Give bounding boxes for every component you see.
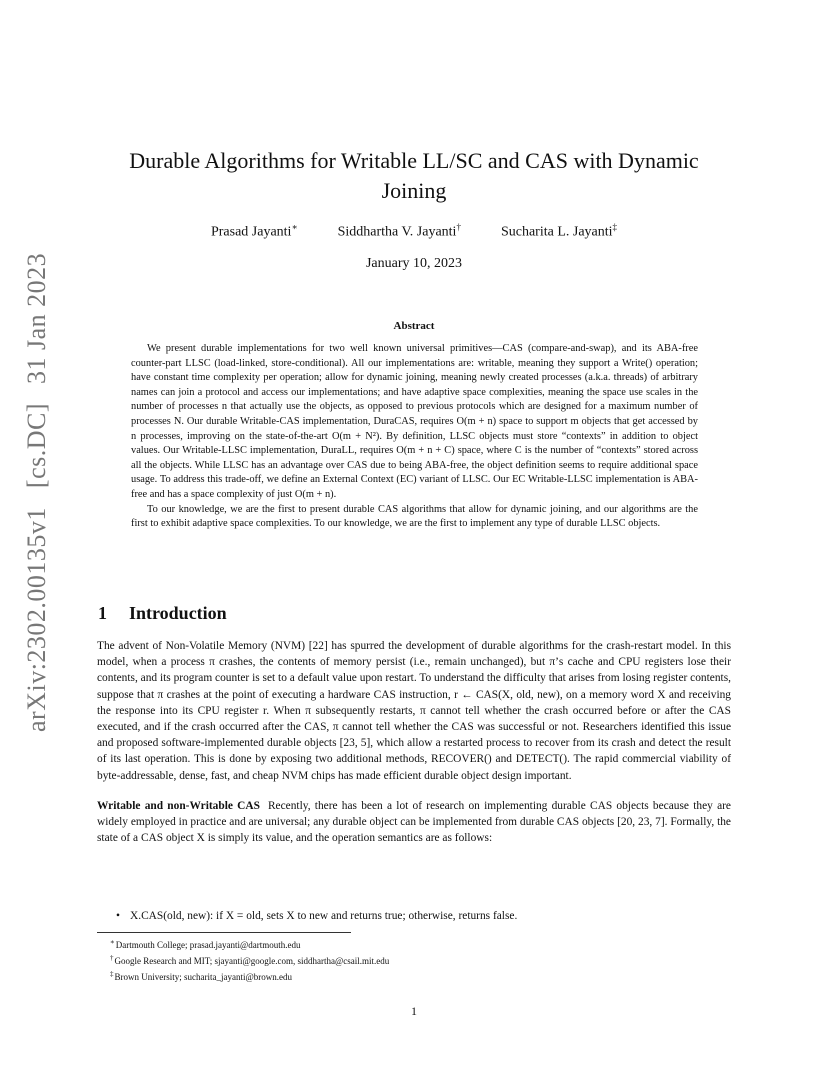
author: Siddhartha V. Jayanti†: [337, 222, 461, 240]
page-number: 1: [411, 1004, 417, 1018]
footnote: ∗Dartmouth College; prasad.jayanti@dartmouth.edu: [110, 938, 301, 950]
footnote: †Google Research and MIT; sjayanti@google.com, siddhartha@csail.mit.edu: [110, 954, 390, 966]
section-title: Introduction: [129, 603, 227, 623]
footnote-rule: [97, 932, 351, 933]
bullet-icon: •: [116, 910, 120, 922]
author: Prasad Jayanti∗: [210, 222, 298, 240]
footnotes: [110, 936, 389, 984]
paragraph-runin-heading: Writable and non-Writable CAS: [97, 799, 260, 812]
author: Sucharita L. Jayanti‡: [500, 222, 618, 240]
arxiv-id: arXiv:2302.00135v1: [22, 507, 51, 732]
arxiv-stamp: [14, 252, 60, 732]
paper-title: Durable Algorithms for Writable LL/SC and CAS with Dynamic Joining: [129, 148, 699, 203]
section-number: 1: [98, 603, 107, 623]
arxiv-category: [cs.DC]: [22, 402, 51, 489]
intro-body: [97, 638, 731, 860]
abstract-paragraph: To our knowledge, we are the first to present durable CAS algorithms that allow for dynamic joining, and our algorithms are the first to exhibit adaptive space complexities. To our knowledge, we are the first to implement any type of durable LLSC objects.: [131, 503, 698, 530]
author-list: [96, 222, 732, 241]
intro-paragraph: Writable and non-Writable CAS Recently, there has been a lot of research on implementing durable CAS objects because they are widely employed in practice and are universal; any durable object can be implemented from durable CAS objects [20, 23, 7]. Formally, the state of a CAS object X is simply its value, and the operation semantics are as follows:: [97, 799, 731, 845]
bullet-text: X.CAS(old, new): if X = old, sets X to new and returns true; otherwise, returns false.: [130, 910, 518, 922]
intro-paragraph: The advent of Non-Volatile Memory (NVM) [22] has spurred the development of durable algorithms for the crash-restart model. In this model, when a process π crashes, the contents of memory persist (i.e., remain unchanged), but π’s cache and CPU registers lose their contents, and its program counter is set to a default value upon restart. To understand the difficulty that arises from losing register contents, suppose that π crashes at the point of executing a hardware CAS instruction, r ← CAS(X, old, new), on a memory word X and receiving the response into its CPU register r. When π subsequently restarts, π cannot tell whether the crash occurred before or after the CAS executed, and if the crash occurred after the CAS, π cannot tell whether the CAS was successful or not. Researchers identified this issue and proposed software-implemented durable objects [23, 5], which allow a restarted process to recover from its crash and detect the result of its last operation. This is done by exposing two additional methods, RECOVER() and DETECT(). The rapid commercial viability of byte-addressable, dense, fast, and cheap NVM chips has made efficient durable object design important.: [97, 640, 731, 782]
paper-date: January 10, 2023: [365, 256, 463, 271]
arxiv-date: 31 Jan 2023: [22, 252, 51, 384]
abstract-paragraph: We present durable implementations for two well known universal primitives—CAS (compare-and-swap), and its ABA-free counter-part LLSC (load-linked, store-conditional). All our implementations are: writable, meaning they support a Write() operation; have constant time complexity per operation; allow for dynamic joining, meaning newly created processes (a.k.a. threads) of arbitrary names can join a protocol and access our implementations; and have adaptive space complexities, meaning the space use scales in the number of processes n that actually use the objects, as opposed to previous protocols which are designed for a maximum number of processes N. Our durable Writable-CAS implementation, DuraCAS, requires O(m + n) space to support m objects that get accessed by n processes, improving on the state-of-the-art O(m + N²). By definition, LLSC objects must store “contexts” in addition to object values. Our Writable-LLSC implementation, DuraLL, requires O(m + n + C) space, where C is the number of “contexts” stored across all the objects. While LLSC has an advantage over CAS due to being ABA-free, the object definition seems to require additional space usage. To address this trade-off, we define an External Context (EC) variant of LLSC. Our EC Writable-LLSC implementation is ABA-free and has a space complexity of just O(m + n).: [131, 343, 698, 500]
abstract: [131, 342, 698, 532]
section-heading: [98, 603, 249, 624]
list-item: [116, 908, 726, 924]
abstract-heading: Abstract: [393, 320, 435, 332]
footnote: ‡Brown University; sucharita_jayanti@brown.edu: [110, 970, 292, 982]
